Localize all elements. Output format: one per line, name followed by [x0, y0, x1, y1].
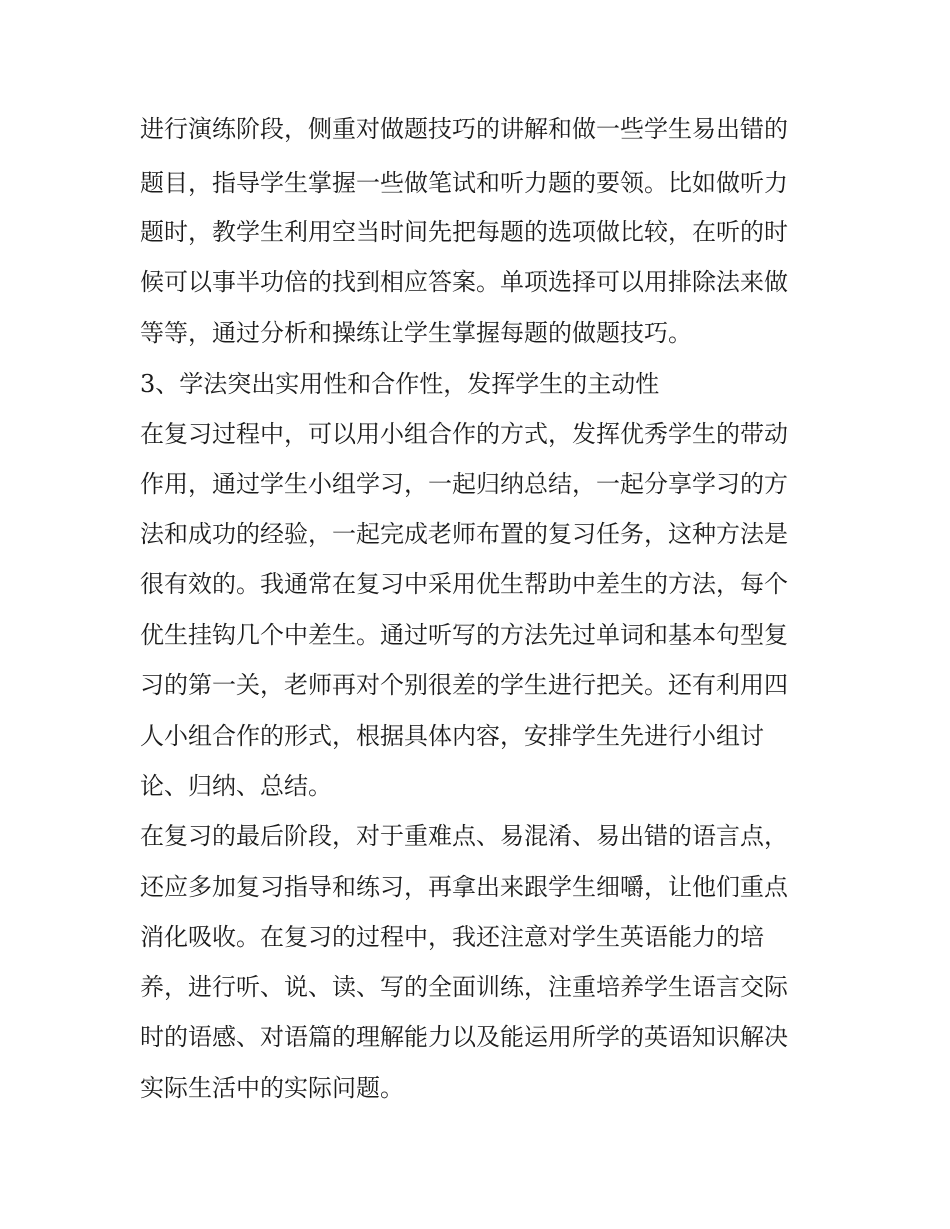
text-line: 在复习过程中，可以用小组合作的方式，发挥优秀学生的带动	[140, 420, 788, 448]
text-line: 时的语感、对语篇的理解能力以及能运用所学的英语知识解决	[140, 1023, 788, 1051]
text-line: 候可以事半功倍的找到相应答案。单项选择可以用排除法来做	[140, 268, 788, 296]
text-line: 作用，通过学生小组学习，一起归纳总结，一起分享学习的方	[140, 470, 788, 498]
text-line: 习的第一关，老师再对个别很差的学生进行把关。还有利用四	[140, 671, 788, 699]
text-line: 法和成功的经验，一起完成老师布置的复习任务，这种方法是	[140, 520, 788, 548]
section-heading: 3、学法突出实用性和合作性，发挥学生的主动性	[140, 370, 660, 398]
text-line: 优生挂钩几个中差生。通过听写的方法先过单词和基本句型复	[140, 621, 788, 649]
text-line: 论、归纳、总结。	[140, 772, 332, 800]
text-line: 题时，教学生利用空当时间先把每题的选项做比较，在听的时	[140, 218, 788, 246]
text-line: 在复习的最后阶段，对于重难点、易混淆、易出错的语言点，	[140, 822, 788, 850]
text-line: 还应多加复习指导和练习，再拿出来跟学生细嚼，让他们重点	[140, 873, 788, 901]
text-line: 很有效的。我通常在复习中采用优生帮助中差生的方法，每个	[140, 570, 788, 598]
text-line: 人小组合作的形式，根据具体内容，安排学生先进行小组讨	[140, 722, 764, 750]
text-line: 等等，通过分析和操练让学生掌握每题的做题技巧。	[140, 319, 692, 347]
text-line: 实际生活中的实际问题。	[140, 1074, 404, 1102]
text-line: 进行演练阶段，侧重对做题技巧的讲解和做一些学生易出错的	[140, 115, 788, 143]
text-line: 题目，指导学生掌握一些做笔试和听力题的要领。比如做听力	[140, 169, 788, 197]
text-line: 养，进行听、说、读、写的全面训练，注重培养学生语言交际	[140, 973, 788, 1001]
text-line: 消化吸收。在复习的过程中，我还注意对学生英语能力的培	[140, 923, 764, 951]
